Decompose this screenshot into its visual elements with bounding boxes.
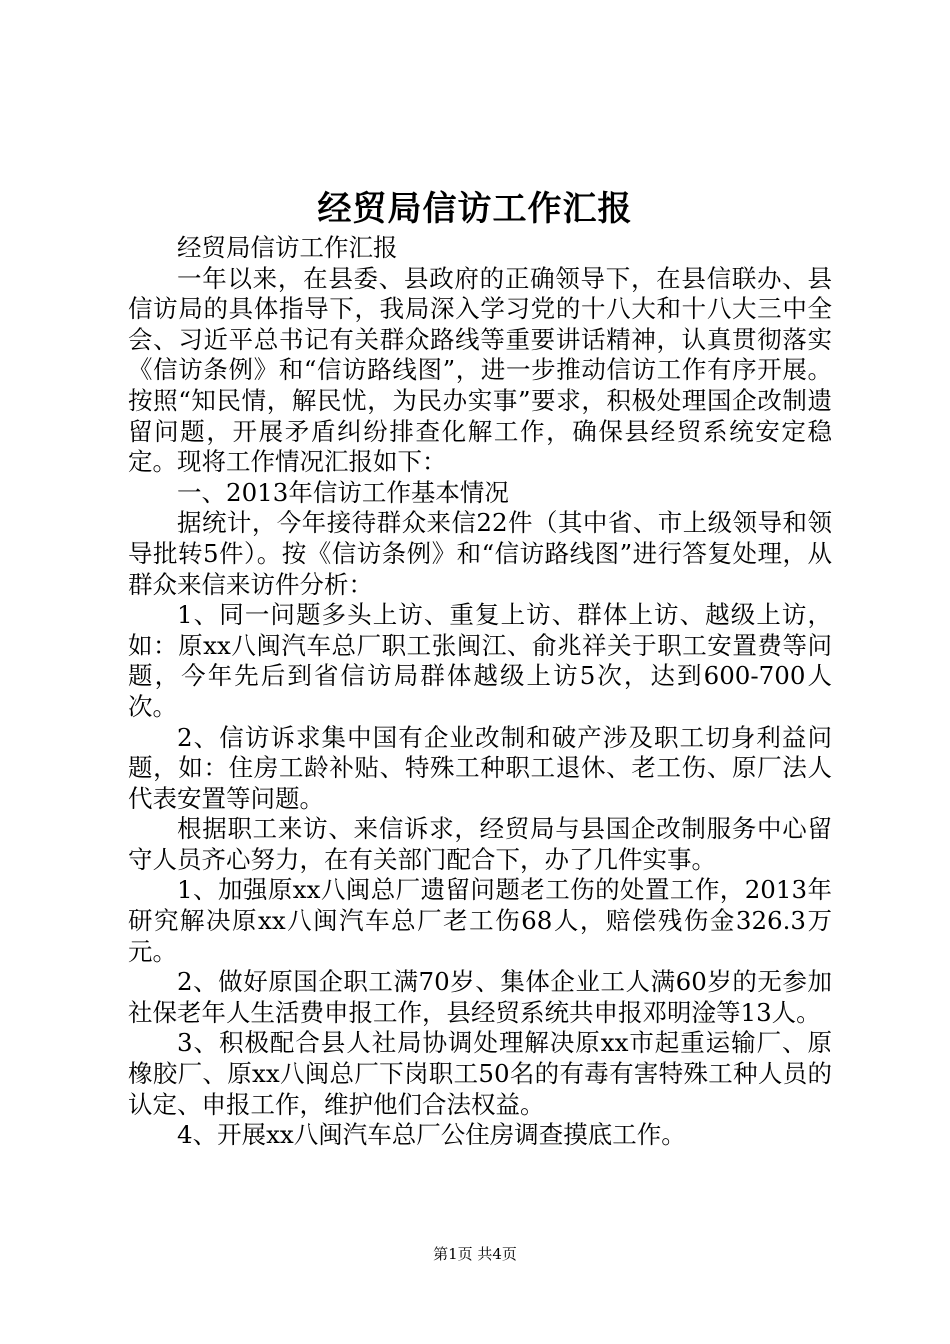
paragraph-intro: 一年以来，在县委、县政府的正确领导下，在县信联办、县信访局的具体指导下，我局深入学习党的十八大和十八大三中全会、习近平总书记有关群众路线等重要讲话精神，认真贯彻落实《信访条例》和“信访路线图”，进一步推动信访工作有序开展。按照“知民情，解民忧，为民办实事”要求，积极处理国企改制遗留问题，开展矛盾纠纷排查化解工作，确保县经贸系统安定稳定。现将工作情况汇报如下： xyxy=(128,263,832,477)
paragraph-subtitle: 经贸局信访工作汇报 xyxy=(177,233,398,262)
paragraph-action-2: 2、做好原国企职工满70岁、集体企业工人满60岁的无参加社保老年人生活费申报工作，县经贸系统共申报邓明淦等13人。 xyxy=(128,967,832,1027)
paragraph-item-2: 2、信访诉求集中国有企业改制和破产涉及职工切身利益问题，如：住房工龄补贴、特殊工种职工退休、老工伤、原厂法人代表安置等问题。 xyxy=(128,722,832,813)
paragraph-action-3: 3、积极配合县人社局协调处理解决原xx市起重运输厂、原橡胶厂、原xx八闽总厂下岗职工50名的有毒有害特殊工种人员的认定、申报工作，维护他们合法权益。 xyxy=(128,1028,832,1119)
section-heading-1: 一、2013年信访工作基本情况 xyxy=(177,477,509,507)
document-body xyxy=(128,233,832,1151)
paragraph-action-4: 4、开展xx八闽汽车总厂公住房调查摸底工作。 xyxy=(177,1120,686,1150)
paragraph-action-1: 1、加强原xx八闽总厂遗留问题老工伤的处置工作，2013年研究解决原xx八闽汽车总厂老工伤68人，赔偿残伤金326.3万元。 xyxy=(128,875,832,966)
paragraph-item-1: 1、同一问题多头上访、重复上访、群体上访、越级上访，如：原xx八闽汽车总厂职工张闽江、俞兆祥关于职工安置费等问题，今年先后到省信访局群体越级上访5次，达到600-700人次。 xyxy=(128,600,832,721)
document-title: 经贸局信访工作汇报 xyxy=(317,189,633,229)
page-number-footer: 第1页 共4页 xyxy=(433,1245,517,1263)
paragraph-actions-intro: 根据职工来访、来信诉求，经贸局与县国企改制服务中心留守人员齐心努力，在有关部门配合下，办了几件实事。 xyxy=(128,814,832,874)
paragraph-statistics: 据统计，今年接待群众来信22件（其中省、市上级领导和领导批转5件）。按《信访条例》和“信访路线图”进行答复处理，从群众来信来访件分析： xyxy=(128,508,832,599)
